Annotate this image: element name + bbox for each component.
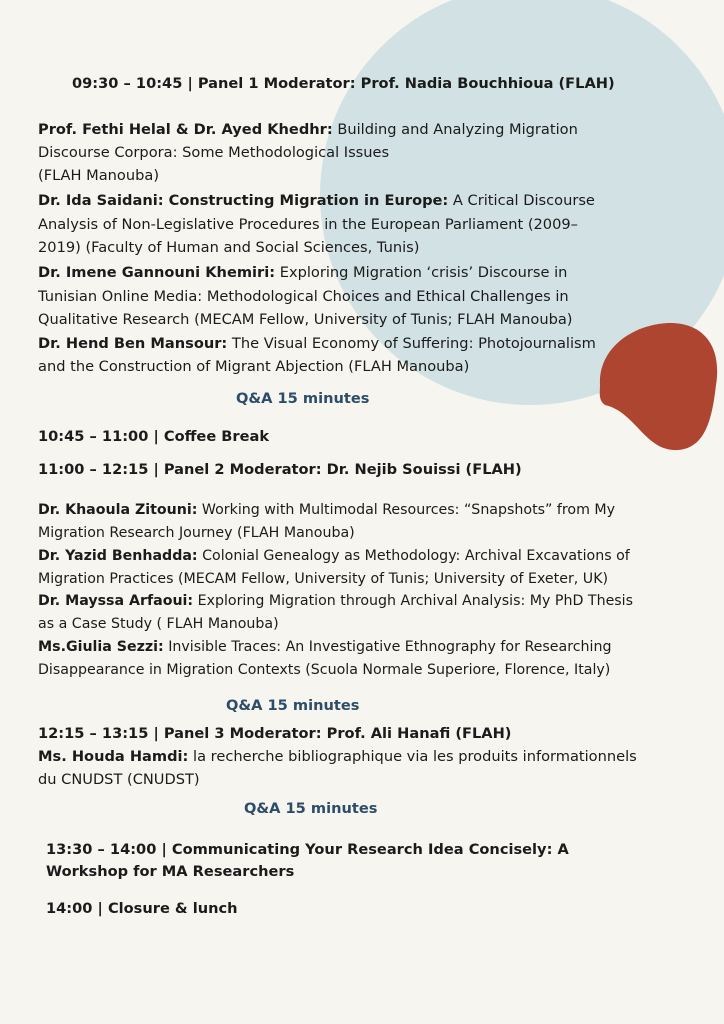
talk-affiliation: du CNUDST (CNUDST) — [38, 771, 200, 788]
talk-line — [38, 332, 596, 355]
talk-title: Invisible Traces: An Investigative Ethnography for Researching — [163, 639, 612, 655]
talk-line: Discourse Corpora: Some Methodological Issues — [38, 144, 390, 161]
talk-affiliation: Qualitative Research (MECAM Fellow, University of Tunis; FLAH Manouba) — [38, 311, 573, 328]
talk-line — [38, 636, 611, 659]
speaker-name: Dr. Hend Ben Mansour: — [38, 335, 228, 352]
talk-line — [38, 189, 595, 212]
speaker-name: Prof. Fethi Helal & Dr. Ayed Khedhr: — [38, 121, 333, 138]
talk-title: Building and Analyzing Migration — [332, 121, 578, 138]
speaker-name: Dr. Imene Gannouni Khemiri: — [38, 264, 276, 281]
talk-line — [38, 118, 578, 141]
qa-label: Q&A 15 minutes — [226, 697, 360, 714]
panel-3-heading: 12:15 – 13:15 | Panel 3 Moderator: Prof. Ali Hanafi (FLAH) — [38, 725, 512, 742]
speaker-name: Ms. Houda Hamdi: — [38, 748, 189, 765]
qa-label: Q&A 15 minutes — [236, 390, 370, 407]
talk-title: Exploring Migration through Archival Analysis: My PhD Thesis — [193, 593, 634, 609]
talk-title: The Visual Economy of Suffering: Photojournalism — [227, 335, 596, 352]
talk-line: Tunisian Online Media: Methodological Choices and Ethical Challenges in — [38, 288, 569, 305]
talk-title: Working with Multimodal Resources: “Snapshots” from My — [197, 502, 616, 518]
talk-title: la recherche bibliographique via les produits informationnels — [188, 748, 637, 765]
talk-title: Colonial Genealogy as Methodology: Archival Excavations of — [197, 548, 630, 564]
talk-affiliation: 2019) (Faculty of Human and Social Sciences, Tunis) — [38, 239, 420, 256]
speaker-name: Dr. Yazid Benhadda: — [38, 548, 198, 564]
qa-label: Q&A 15 minutes — [244, 800, 378, 817]
speaker-name: Dr. Khaoula Zitouni: — [38, 502, 198, 518]
talk-affiliation: Migration Research Journey (FLAH Manouba) — [38, 525, 355, 541]
panel-1-heading: 09:30 – 10:45 | Panel 1 Moderator: Prof. Nadia Bouchhioua (FLAH) — [72, 75, 615, 92]
panel-2-heading: 11:00 – 12:15 | Panel 2 Moderator: Dr. Nejib Souissi (FLAH) — [38, 461, 522, 478]
talk-affiliation: and the Construction of Migrant Abjection (FLAH Manouba) — [38, 358, 470, 375]
workshop-line-2: Workshop for MA Researchers — [46, 863, 295, 880]
talk-title: Exploring Migration ‘crisis’ Discourse in — [275, 264, 568, 281]
talk-line — [38, 499, 615, 522]
talk-affiliation: (FLAH Manouba) — [38, 167, 160, 184]
talk-affiliation: Migration Practices (MECAM Fellow, University of Tunis; University of Exeter, UK) — [38, 571, 609, 587]
talk-line — [38, 590, 633, 613]
speaker-name: Dr. Ida Saidani: Constructing Migration in Europe: — [38, 192, 449, 209]
talk-title: A Critical Discourse — [448, 192, 595, 209]
workshop-line-1: 13:30 – 14:00 | Communicating Your Research Idea Concisely: A — [46, 841, 569, 858]
speaker-name: Dr. Mayssa Arfaoui: — [38, 593, 194, 609]
closure: 14:00 | Closure & lunch — [46, 900, 238, 917]
talk-affiliation: Disappearance in Migration Contexts (Scuola Normale Superiore, Florence, Italy) — [38, 662, 611, 678]
talk-line — [38, 545, 630, 568]
coffee-break: 10:45 – 11:00 | Coffee Break — [38, 428, 270, 445]
talk-affiliation: as a Case Study ( FLAH Manouba) — [38, 616, 279, 632]
talk-line: Analysis of Non-Legislative Procedures in the European Parliament (2009– — [38, 216, 578, 233]
talk-line — [38, 261, 567, 284]
speaker-name: Ms.Giulia Sezzi: — [38, 639, 164, 655]
talk-line — [38, 745, 637, 768]
